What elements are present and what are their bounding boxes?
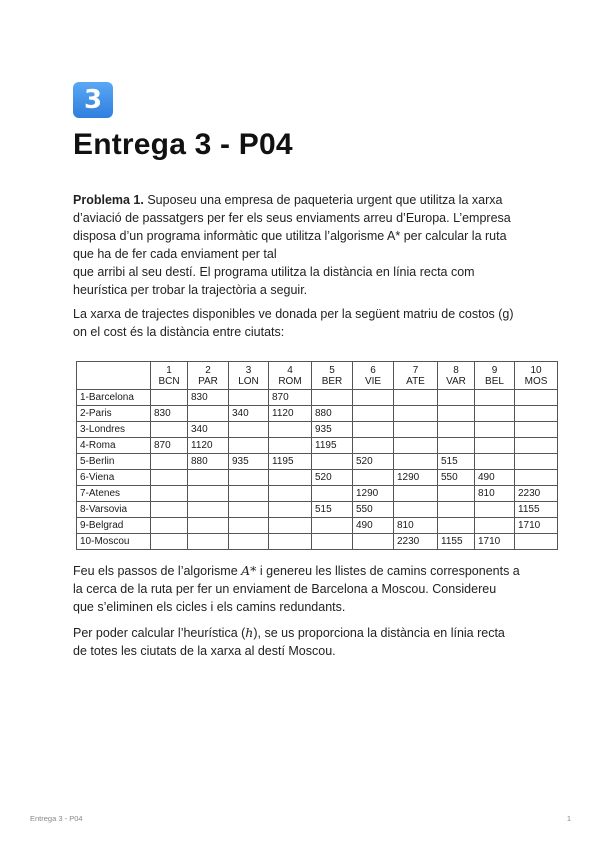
- cost-cell: 340: [188, 422, 229, 438]
- cost-cell: 935: [229, 454, 269, 470]
- cost-cell: 520: [312, 470, 353, 486]
- cost-cell: [312, 454, 353, 470]
- table-row: [77, 438, 558, 454]
- row-city-label: 1-Barcelona: [77, 390, 151, 406]
- cost-cell: [475, 390, 515, 406]
- cost-cell: [394, 486, 438, 502]
- cost-cell: [394, 422, 438, 438]
- table-row: [77, 454, 558, 470]
- cost-cell: 1120: [269, 406, 312, 422]
- cost-cell: 490: [475, 470, 515, 486]
- row-city-label: 2-Paris: [77, 406, 151, 422]
- column-header: [515, 362, 558, 390]
- heuristic-line-1: Per poder calcular l’heurística (h), se us proporciona la distància en línia recta: [73, 625, 505, 640]
- problem-line-4: que ha de fer cada enviament per tal: [73, 247, 277, 261]
- cost-cell: [188, 502, 229, 518]
- column-number: 6: [370, 364, 376, 376]
- column-number: 8: [453, 364, 459, 376]
- table-row: [77, 518, 558, 534]
- cost-cell: [438, 502, 475, 518]
- column-code: BEL: [485, 375, 504, 387]
- table-row: [77, 390, 558, 406]
- cost-cell: [151, 390, 188, 406]
- cost-cell: [188, 486, 229, 502]
- column-code: ROM: [278, 375, 302, 387]
- cost-cell: [151, 486, 188, 502]
- column-header: [151, 362, 188, 390]
- column-number: 1: [166, 364, 172, 376]
- cost-cell: 340: [229, 406, 269, 422]
- task-statement: [73, 562, 533, 616]
- column-number: 9: [491, 364, 498, 376]
- footer-title: Entrega 3 - P04: [30, 814, 83, 823]
- problem-line-3: disposa d’un programa informàtic que utilitza l’algorisme A* per calcular la ruta: [73, 229, 507, 243]
- intro-line-1: La xarxa de trajectes disponibles ve donada per la següent matriu de costos (g): [73, 307, 514, 321]
- table-row: [77, 470, 558, 486]
- table-row: [77, 534, 558, 550]
- task-line-3: que s’eliminen els cicles i els camins redundants.: [73, 600, 346, 614]
- cost-cell: [515, 422, 558, 438]
- column-number: 7: [412, 364, 419, 376]
- cost-cell: [151, 518, 188, 534]
- row-city-label: 9-Belgrad: [77, 518, 151, 534]
- cost-cell: [438, 390, 475, 406]
- h-symbol: h: [245, 625, 254, 640]
- cost-cell: 515: [438, 454, 475, 470]
- table-header-row: [77, 362, 558, 390]
- cost-cell: [353, 438, 394, 454]
- row-city-label: 6-Viena: [77, 470, 151, 486]
- cost-cell: 880: [188, 454, 229, 470]
- cost-cell: 550: [438, 470, 475, 486]
- page-title: Entrega 3 - P04: [73, 128, 293, 161]
- cost-cell: [515, 438, 558, 454]
- cost-cell: [269, 502, 312, 518]
- cost-cell: [269, 486, 312, 502]
- cost-cell: 1710: [515, 518, 558, 534]
- task-line-2: la cerca de la ruta per fer un enviament de Barcelona a Moscou. Considereu: [73, 582, 497, 596]
- problem-line-2: d’aviació de passatgers per fer els seus enviaments arreu d’Europa. L’empresa: [73, 211, 511, 225]
- cost-cell: [229, 502, 269, 518]
- cost-cell: [353, 534, 394, 550]
- cost-cell: [188, 518, 229, 534]
- column-header: [312, 362, 353, 390]
- column-header: [394, 362, 438, 390]
- cost-cell: [151, 422, 188, 438]
- cost-cell: [353, 470, 394, 486]
- cost-cell: [353, 406, 394, 422]
- cost-cell: [269, 438, 312, 454]
- cost-cell: 870: [269, 390, 312, 406]
- cost-cell: [151, 502, 188, 518]
- cost-cell: [151, 454, 188, 470]
- cost-cell: [475, 406, 515, 422]
- cost-cell: [394, 454, 438, 470]
- cost-cell: 810: [475, 486, 515, 502]
- cost-cell: [151, 534, 188, 550]
- cost-cell: [438, 486, 475, 502]
- column-header: [229, 362, 269, 390]
- astar-symbol: A*: [241, 563, 257, 578]
- table-row: [77, 406, 558, 422]
- cost-cell: [229, 422, 269, 438]
- cost-cell: [394, 406, 438, 422]
- column-code: MOS: [524, 375, 548, 387]
- cost-cell: [188, 406, 229, 422]
- cost-cell: [269, 422, 312, 438]
- corner-cell: [77, 362, 151, 390]
- cost-cell: [353, 422, 394, 438]
- cost-cell: 2230: [394, 534, 438, 550]
- cost-cell: [438, 438, 475, 454]
- column-code: VIE: [364, 375, 382, 387]
- cost-cell: 870: [151, 438, 188, 454]
- cost-cell: [269, 534, 312, 550]
- cost-cell: [312, 534, 353, 550]
- table-row: [77, 422, 558, 438]
- table-row: [77, 486, 558, 502]
- column-code: BER: [321, 375, 343, 387]
- cost-cell: 1195: [269, 454, 312, 470]
- cost-cell: 1155: [515, 502, 558, 518]
- column-number: 10: [530, 364, 542, 376]
- cost-cell: [229, 534, 269, 550]
- cost-cell: 1290: [353, 486, 394, 502]
- cost-cell: [515, 534, 558, 550]
- column-number: 2: [205, 364, 211, 376]
- column-header: [353, 362, 394, 390]
- cost-cell: 490: [353, 518, 394, 534]
- footer-page-number: 1: [566, 814, 571, 823]
- column-header: [188, 362, 229, 390]
- cost-cell: [394, 438, 438, 454]
- cost-cell: [475, 518, 515, 534]
- cost-cell: [515, 470, 558, 486]
- column-code: ATE: [406, 375, 425, 387]
- cost-cell: [475, 454, 515, 470]
- cost-cell: 1710: [475, 534, 515, 550]
- cost-cell: 550: [353, 502, 394, 518]
- cost-cell: 1155: [438, 534, 475, 550]
- column-code: PAR: [198, 375, 218, 387]
- cost-cell: [151, 470, 188, 486]
- row-city-label: 5-Berlin: [77, 454, 151, 470]
- cost-cell: [394, 502, 438, 518]
- cost-cell: [229, 438, 269, 454]
- column-code: VAR: [446, 375, 466, 387]
- cost-cell: [269, 518, 312, 534]
- column-number: 3: [245, 364, 252, 376]
- cost-cell: [394, 390, 438, 406]
- cost-cell: 830: [151, 406, 188, 422]
- column-code: LON: [238, 375, 259, 387]
- cost-cell: [438, 518, 475, 534]
- cost-cell: [229, 518, 269, 534]
- table-body: [77, 390, 558, 550]
- cost-cell: 2230: [515, 486, 558, 502]
- cost-cell: [353, 390, 394, 406]
- heuristic-line-2: de totes les ciutats de la xarxa al destí Moscou.: [73, 644, 336, 658]
- cost-cell: [475, 422, 515, 438]
- row-city-label: 10-Moscou: [77, 534, 151, 550]
- problem-statement: [73, 191, 533, 299]
- cost-matrix-table: [76, 361, 558, 550]
- row-city-label: 4-Roma: [77, 438, 151, 454]
- row-city-label: 8-Varsovia: [77, 502, 151, 518]
- row-city-label: 3-Londres: [77, 422, 151, 438]
- cost-cell: 520: [353, 454, 394, 470]
- cost-cell: [515, 454, 558, 470]
- problem-line-1: Problema 1. Suposeu una empresa de paqueteria urgent que utilitza la xarxa: [73, 193, 503, 207]
- cost-cell: [515, 406, 558, 422]
- column-header: [438, 362, 475, 390]
- cost-cell: 935: [312, 422, 353, 438]
- cost-cell: 515: [312, 502, 353, 518]
- cost-cell: 1195: [312, 438, 353, 454]
- problem-line-6: heurística per trobar la trajectòria a seguir.: [73, 283, 308, 297]
- cost-cell: [475, 502, 515, 518]
- cost-cell: [312, 518, 353, 534]
- cost-cell: 830: [188, 390, 229, 406]
- column-number: 4: [287, 364, 293, 376]
- cost-cell: [269, 470, 312, 486]
- table-row: [77, 502, 558, 518]
- problem-label: Problema 1.: [73, 193, 144, 207]
- cost-cell: [229, 486, 269, 502]
- cost-cell: [438, 406, 475, 422]
- cost-cell: [475, 438, 515, 454]
- column-number: 5: [329, 364, 335, 376]
- cost-cell: [312, 486, 353, 502]
- row-city-label: 7-Atenes: [77, 486, 151, 502]
- problem-line-5: que arribi al seu destí. El programa utilitza la distància en línia recta com: [73, 265, 475, 279]
- cost-cell: [515, 390, 558, 406]
- intro-line-2: on el cost és la distància entre ciutats:: [73, 325, 285, 339]
- heuristic-statement: [73, 624, 533, 660]
- cost-cell: [229, 470, 269, 486]
- cost-cell: 810: [394, 518, 438, 534]
- cost-cell: 1290: [394, 470, 438, 486]
- cost-cell: [312, 390, 353, 406]
- cost-cell: [229, 390, 269, 406]
- cost-cell: [188, 534, 229, 550]
- cost-cell: 880: [312, 406, 353, 422]
- cost-cell: 1120: [188, 438, 229, 454]
- task-line-1: Feu els passos de l’algorisme A* i genereu les llistes de camins corresponents a: [73, 563, 520, 578]
- column-header: [269, 362, 312, 390]
- network-intro: [73, 305, 533, 341]
- column-code: BCN: [158, 375, 180, 387]
- cost-cell: [188, 470, 229, 486]
- column-header: [475, 362, 515, 390]
- cost-cell: [438, 422, 475, 438]
- number-three-emoji-icon: 3: [73, 82, 113, 118]
